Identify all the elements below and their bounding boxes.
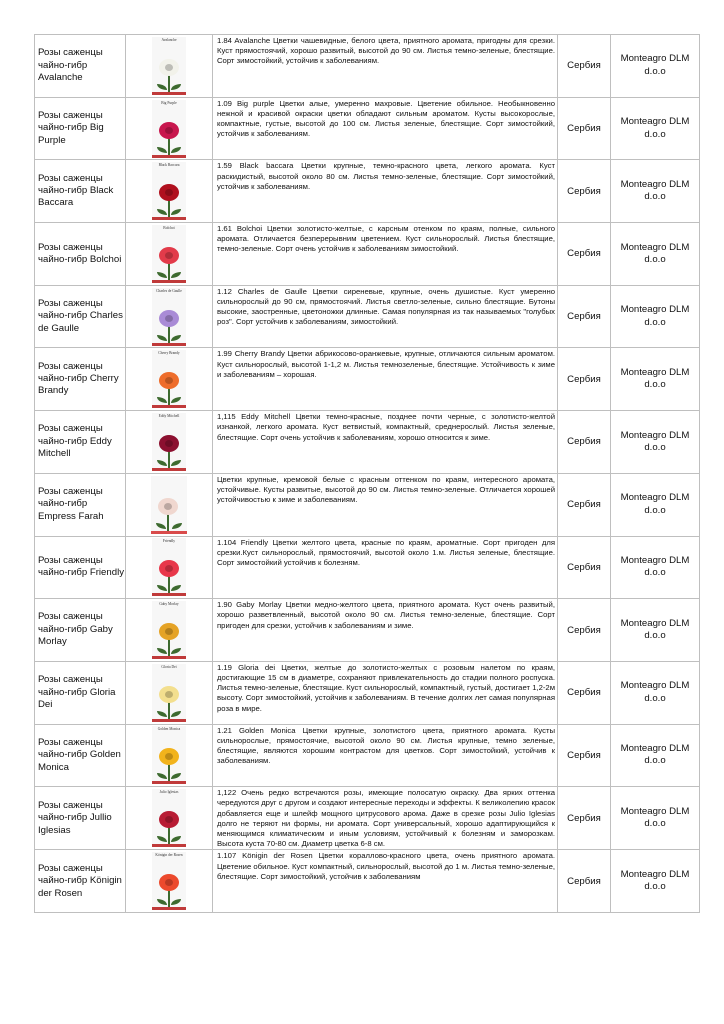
table-row — [35, 285, 700, 348]
product-name-cell — [35, 599, 126, 662]
photo-tag — [152, 217, 186, 220]
product-name-cell — [35, 35, 126, 98]
product-description: 1.90 Gaby Morlay Цветки медно-желтого цвета, приятного аромата. Куст очень развитый, хорошо разветвленный, высотой около 90 см. Листья темно-зеленые, блестящие. Сорт пригоден для срезки, устойчив к заболеваниям и зиме. — [217, 600, 555, 630]
rose-bloom — [159, 811, 179, 828]
rose-leaf — [157, 147, 167, 153]
table-row — [35, 411, 700, 474]
country-cell — [558, 473, 611, 536]
rose-photo — [152, 37, 186, 95]
rose-leaf — [157, 585, 167, 591]
rose-photo — [152, 664, 186, 722]
table-row — [35, 97, 700, 160]
supplier: Monteagro DLM d.o.o — [620, 554, 690, 579]
photo-label: Gaby Morlay — [159, 602, 179, 607]
rose-photo — [152, 413, 186, 471]
product-name: Розы саженцы чайно-гибр Friendly — [38, 554, 124, 579]
country: Сербия — [567, 373, 601, 385]
photo-tag — [152, 593, 186, 596]
product-description-cell — [213, 724, 558, 787]
product-description: 1.104 Friendly Цветки желтого цвета, красные по краям, ароматные. Сорт пригоден для срезки.Куст сильнорослый, прямостоячий, высотой около 1.м. Листья зеленые, блестящие. Сорт зимостойкий устойчив к болезням. — [217, 537, 555, 567]
rose-leaf — [171, 272, 181, 278]
supplier: Monteagro DLM d.o.o — [620, 743, 690, 767]
rose-photo — [152, 288, 186, 346]
supplier-cell — [611, 35, 700, 98]
rose-leaf — [171, 84, 181, 90]
country-cell — [558, 850, 611, 913]
product-description: 1.09 Big purple Цветки алые, умеренно махровые. Цветение обильное. Необыкновенно нежной и красивой окраски цветки обладают сильным ароматом. Кусты высокорослые, компактные, густые, высотой до 100 см. Листья зеленые, блестящие. Сорт зимостойкий, устойчив к заболеваниям. — [217, 98, 555, 139]
product-name: Розы саженцы чайно-гибр Golden Monica — [38, 736, 121, 773]
photo-tag — [152, 656, 186, 659]
rose-photo — [152, 789, 186, 847]
rose-leaf — [171, 899, 181, 905]
product-description: 1.21 Golden Monica Цветки крупные, золотистого цвета, приятного аромата. Кусты сильнорослые, прямостоячие, высотой около 90 см. Листья крупные, темно зеленые, блестящие, являются хорошим контрастом для цветков. Сорт зимостойкий, устойчив к заболеваниям. — [217, 725, 555, 766]
product-description-cell — [213, 348, 558, 411]
catalog-body — [35, 35, 700, 913]
rose-leaf — [157, 648, 167, 654]
rose-photo — [152, 225, 186, 283]
product-description-cell — [213, 850, 558, 913]
country: Сербия — [567, 687, 601, 699]
product-name: Розы саженцы чайно-гибр Big Purple — [38, 109, 104, 146]
product-description: 1.12 Charles de Gaulle Цветки сиреневые, крупные, очень душистые. Куст умеренно сильнорослый до 90 см, прямостоячий. Листья светло-зеленые, сильно блестящие. Бутоны высокие, заостренные, цветоножки длинные. Самая популярная из так называемых "голубых роз". Сорт устойчив к заболеваниям, зимостойкий. — [217, 286, 555, 327]
rose-bloom — [159, 310, 179, 327]
photo-tag — [151, 531, 187, 534]
rose-photo — [152, 538, 186, 596]
product-description: 1.107 Königin der Rosen Цветки кораллово-красного цвета, очень приятного аромата. Цветение обильное. Куст компактный, сильнорослый, высотой до 1 м. Листья темно-зеленые, блестящие. Сорт зимостойкий, устойчив к заболеваниям — [217, 851, 555, 881]
product-name-cell — [35, 787, 126, 850]
country-cell — [558, 35, 611, 98]
product-photo-cell — [126, 473, 213, 536]
supplier-cell — [611, 724, 700, 787]
rose-bloom — [159, 560, 179, 577]
country-cell — [558, 787, 611, 850]
table-row — [35, 223, 700, 286]
photo-tag — [152, 92, 186, 95]
photo-tag — [152, 844, 186, 847]
rose-bloom — [159, 247, 179, 264]
product-name: Розы саженцы чайно-гибр Avalanche — [38, 47, 103, 84]
rose-leaf — [171, 836, 181, 842]
photo-tag — [152, 405, 186, 408]
product-description: 1.59 Black baccara Цветки крупные, темно-красного цвета, легкого аромата. Куст раскидистый, высотой около 80 см. Листья темно-зеленые, блестящие. Сорт зимостойкий, устойчив к заболеваниям. — [217, 161, 555, 191]
country-cell — [558, 724, 611, 787]
country: Сербия — [567, 60, 601, 72]
rose-leaf — [171, 711, 181, 717]
product-name: Розы саженцы чайно-гибр Eddy Mitchell — [38, 423, 112, 460]
rose-photo — [152, 852, 186, 910]
country: Сербия — [567, 624, 601, 636]
product-description: 1.61 Bolchoi Цветки золотисто-желтые, с карсным отенком по краям, полные, сильного аромата. Отличается безперерывним цветением. Куст сильнорослый. Листья блестящие, темно-зеленые. Сорт очень устойчив к заболеваниям зимостойкий. — [217, 224, 555, 254]
photo-label: Eddy Mitchell — [158, 413, 180, 418]
supplier-cell — [611, 787, 700, 850]
supplier-cell — [611, 411, 700, 474]
rose-leaf — [157, 209, 167, 215]
product-photo-cell — [126, 348, 213, 411]
rose-photo — [152, 350, 186, 408]
country: Сербия — [567, 436, 601, 448]
product-photo-cell — [126, 661, 213, 724]
table-row — [35, 787, 700, 850]
supplier: Monteagro DLM d.o.o — [620, 116, 690, 140]
supplier: Monteagro DLM d.o.o — [620, 366, 690, 391]
rose-photo — [152, 601, 186, 659]
rose-leaf — [157, 773, 167, 779]
rose-photo — [152, 162, 186, 220]
product-description: Цветки крупные, кремовой белые с красным оттенком по краям, интересного аромата, устойчивые. Кусты развитые, высотой до 90 см. Листья темно-зеленые. Отличается хорошей устойчивостью к зиме и заболеваниям. — [217, 474, 555, 505]
table-row — [35, 160, 700, 223]
country: Сербия — [567, 248, 601, 260]
product-description-cell — [213, 473, 558, 536]
product-description-cell — [213, 223, 558, 286]
product-description: 1,115 Eddy Mitchell Цветки темно-красные, позднее почти черные, с золотисто-желтой изнанкой, легкого аромата. Куст ветвистый, компактный, среднерослый. Листья зеленые, блестящие. Сорт очень устойчив к заболеваниям, хорошо относится к зиме. — [217, 412, 555, 442]
country-cell — [558, 160, 611, 223]
supplier-cell — [611, 160, 700, 223]
country: Сербия — [567, 561, 601, 573]
table-row — [35, 850, 700, 913]
supplier-cell — [611, 661, 700, 724]
product-name: Розы саженцы чайно-гибр Bolchoi — [38, 241, 122, 265]
country: Сербия — [567, 875, 601, 887]
rose-leaf — [171, 147, 181, 153]
rose-leaf — [157, 711, 167, 717]
rose-bloom — [159, 372, 179, 389]
product-description-cell — [213, 536, 558, 599]
photo-label: Big Purple — [161, 100, 177, 105]
product-photo-cell — [126, 223, 213, 286]
supplier-cell — [611, 223, 700, 286]
table-row — [35, 724, 700, 787]
rose-bloom — [159, 59, 179, 76]
supplier: Monteagro DLM d.o.o — [620, 53, 690, 77]
supplier: Monteagro DLM d.o.o — [620, 429, 690, 453]
product-description-cell — [213, 661, 558, 724]
supplier: Monteagro DLM d.o.o — [620, 178, 690, 203]
product-name-cell — [35, 661, 126, 724]
table-row — [35, 35, 700, 98]
photo-label: Gloria Dei — [161, 664, 177, 669]
country-cell — [558, 599, 611, 662]
supplier: Monteagro DLM d.o.o — [620, 805, 690, 830]
rose-photo — [151, 476, 187, 534]
country: Сербия — [567, 749, 601, 761]
table-row — [35, 348, 700, 411]
product-description: 1.99 Cherry Brandy Цветки абрикосово-оранжевые, крупные, отличаются сильным ароматом. Куст сильнорослый, высотой 1-1,2 м. Листья темнозеленые, блестящие. Устойчивость к зиме и заболеваниям – хорошая. — [217, 349, 555, 379]
product-name-cell — [35, 348, 126, 411]
rose-photo — [152, 726, 186, 784]
product-description-cell — [213, 411, 558, 474]
supplier: Monteagro DLM d.o.o — [620, 868, 690, 893]
rose-leaf — [171, 585, 181, 591]
product-name-cell — [35, 223, 126, 286]
photo-label: Julio Iglesias — [159, 790, 179, 795]
country-cell — [558, 223, 611, 286]
country-cell — [558, 536, 611, 599]
product-name: Розы саженцы чайно-гибр Jullio Iglesias — [38, 799, 112, 836]
product-name: Розы саженцы чайно-гибр Gaby Morlay — [38, 611, 113, 648]
country: Сербия — [567, 311, 601, 323]
product-description: 1,122 Очень редко встречаются розы, имеющие полосатую окраску. Два ярких оттенка чередуются друг с другом и создают интересные переходы и эффекты. К великолепию красок добавляется еще и шлейф мощного цитрусового арома. Даже в срезке розы Julio Iglesias долго не теряют ни формы, ни аромата. Сорт универсальный, хорошо адаптирующийся к меняющимся климатическим и иным условиям, устойчивый к болезням и заморозкам. Высота куста 70-80 см. Диаметр цветка 6-8 см. — [217, 788, 555, 849]
product-name: Розы саженцы чайно-гибр Königin der Rosen — [38, 862, 122, 899]
photo-tag — [152, 280, 186, 283]
country: Сербия — [567, 123, 601, 135]
rose-leaf — [171, 209, 181, 215]
supplier-cell — [611, 285, 700, 348]
rose-bloom — [159, 122, 179, 139]
rose-leaf — [171, 335, 181, 341]
rose-leaf — [157, 460, 167, 466]
product-description-cell — [213, 285, 558, 348]
product-description-cell — [213, 97, 558, 160]
product-name: Розы саженцы чайно-гибр Charles de Gaulle — [38, 297, 123, 334]
photo-label: Bolchoi — [163, 225, 175, 230]
product-description: 1.19 Gloria dei Цветки, желтые до золотисто-желтых с розовым налетом по краям, достигающие 15 см в диаметре, сохраняют привлекательность до стадии полного роспуска. Листья темно-зеленые, блестящие. Куст сильнорослый, компактный, густый, достигает 1,2-2м высоту. Сорт зимостойкий, устойчив к заболеваниям. В течение долгих лет самая популярная роза в мире. — [217, 662, 555, 713]
catalog-table — [34, 34, 700, 913]
product-name-cell — [35, 850, 126, 913]
rose-leaf — [157, 836, 167, 842]
rose-bloom — [159, 874, 179, 891]
supplier-cell — [611, 599, 700, 662]
supplier-cell — [611, 473, 700, 536]
product-name: Розы саженцы чайно-гибр Cherry Brandy — [38, 360, 119, 397]
country-cell — [558, 348, 611, 411]
supplier-cell — [611, 97, 700, 160]
photo-tag — [152, 343, 186, 346]
product-name: Розы саженцы чайно-гибр Black Baccara — [38, 172, 114, 209]
rose-leaf — [171, 460, 181, 466]
country: Сербия — [567, 812, 601, 824]
photo-tag — [152, 907, 186, 910]
product-name-cell — [35, 411, 126, 474]
supplier-cell — [611, 536, 700, 599]
rose-leaf — [157, 272, 167, 278]
photo-label: Cherry Brandy — [158, 351, 180, 356]
product-name-cell — [35, 724, 126, 787]
product-description-cell — [213, 599, 558, 662]
country: Сербия — [567, 185, 601, 197]
rose-leaf — [157, 899, 167, 905]
country: Сербия — [567, 499, 601, 511]
photo-label: Avalanche — [161, 37, 177, 42]
rose-leaf — [171, 397, 181, 403]
supplier: Monteagro DLM d.o.o — [620, 241, 690, 265]
photo-label: Königin der Rosen — [155, 853, 183, 858]
product-photo-cell — [126, 724, 213, 787]
rose-bloom — [159, 748, 179, 765]
rose-bloom — [159, 623, 179, 640]
photo-label: Black Baccara — [158, 163, 180, 168]
product-description: 1.84 Avalanche Цветки чашевидные, белого цвета, приятного аромата, пригодны для срезки. Куст прямостоячий, хорошо развитый, высотой до 90 см. Листья темно-зеленые, блестящие. Сорт зимостойкий, устойчив к заболеваниям. — [217, 36, 555, 66]
country-cell — [558, 661, 611, 724]
photo-label: Golden Monica — [157, 727, 181, 732]
table-row — [35, 473, 700, 536]
rose-bloom — [159, 686, 179, 703]
country-cell — [558, 285, 611, 348]
product-name-cell — [35, 473, 126, 536]
product-name-cell — [35, 285, 126, 348]
rose-leaf — [157, 335, 167, 341]
rose-leaf — [157, 84, 167, 90]
rose-bloom — [159, 435, 179, 452]
product-name: Розы саженцы чайно-гибр Gloria Dei — [38, 674, 116, 710]
supplier: Monteagro DLM d.o.o — [620, 680, 690, 704]
product-name-cell — [35, 97, 126, 160]
supplier: Monteagro DLM d.o.o — [620, 617, 690, 642]
supplier: Monteagro DLM d.o.o — [620, 492, 690, 516]
photo-label: Charles de Gaulle — [156, 288, 182, 293]
product-name: Розы саженцы чайно-гибр Empress Farah — [38, 486, 104, 522]
product-photo-cell — [126, 35, 213, 98]
photo-tag — [152, 719, 186, 722]
product-name-cell — [35, 536, 126, 599]
product-photo-cell — [126, 787, 213, 850]
photo-label: Friendly — [162, 539, 176, 544]
product-photo-cell — [126, 599, 213, 662]
photo-tag — [152, 155, 186, 158]
country-cell — [558, 97, 611, 160]
rose-photo — [152, 100, 186, 158]
product-photo-cell — [126, 285, 213, 348]
rose-leaf — [156, 523, 166, 529]
photo-tag — [152, 468, 186, 471]
table-row — [35, 661, 700, 724]
photo-tag — [152, 781, 186, 784]
product-photo-cell — [126, 536, 213, 599]
supplier: Monteagro DLM d.o.o — [620, 304, 690, 328]
product-photo-cell — [126, 850, 213, 913]
rose-bloom — [158, 498, 178, 515]
rose-leaf — [157, 397, 167, 403]
product-photo-cell — [126, 411, 213, 474]
product-description-cell — [213, 160, 558, 223]
supplier-cell — [611, 850, 700, 913]
product-name-cell — [35, 160, 126, 223]
rose-leaf — [171, 648, 181, 654]
rose-leaf — [171, 773, 181, 779]
product-description-cell — [213, 787, 558, 850]
table-row — [35, 599, 700, 662]
country-cell — [558, 411, 611, 474]
product-photo-cell — [126, 97, 213, 160]
rose-leaf — [172, 523, 182, 529]
supplier-cell — [611, 348, 700, 411]
product-description-cell — [213, 35, 558, 98]
product-photo-cell — [126, 160, 213, 223]
table-row — [35, 536, 700, 599]
rose-bloom — [159, 184, 179, 201]
